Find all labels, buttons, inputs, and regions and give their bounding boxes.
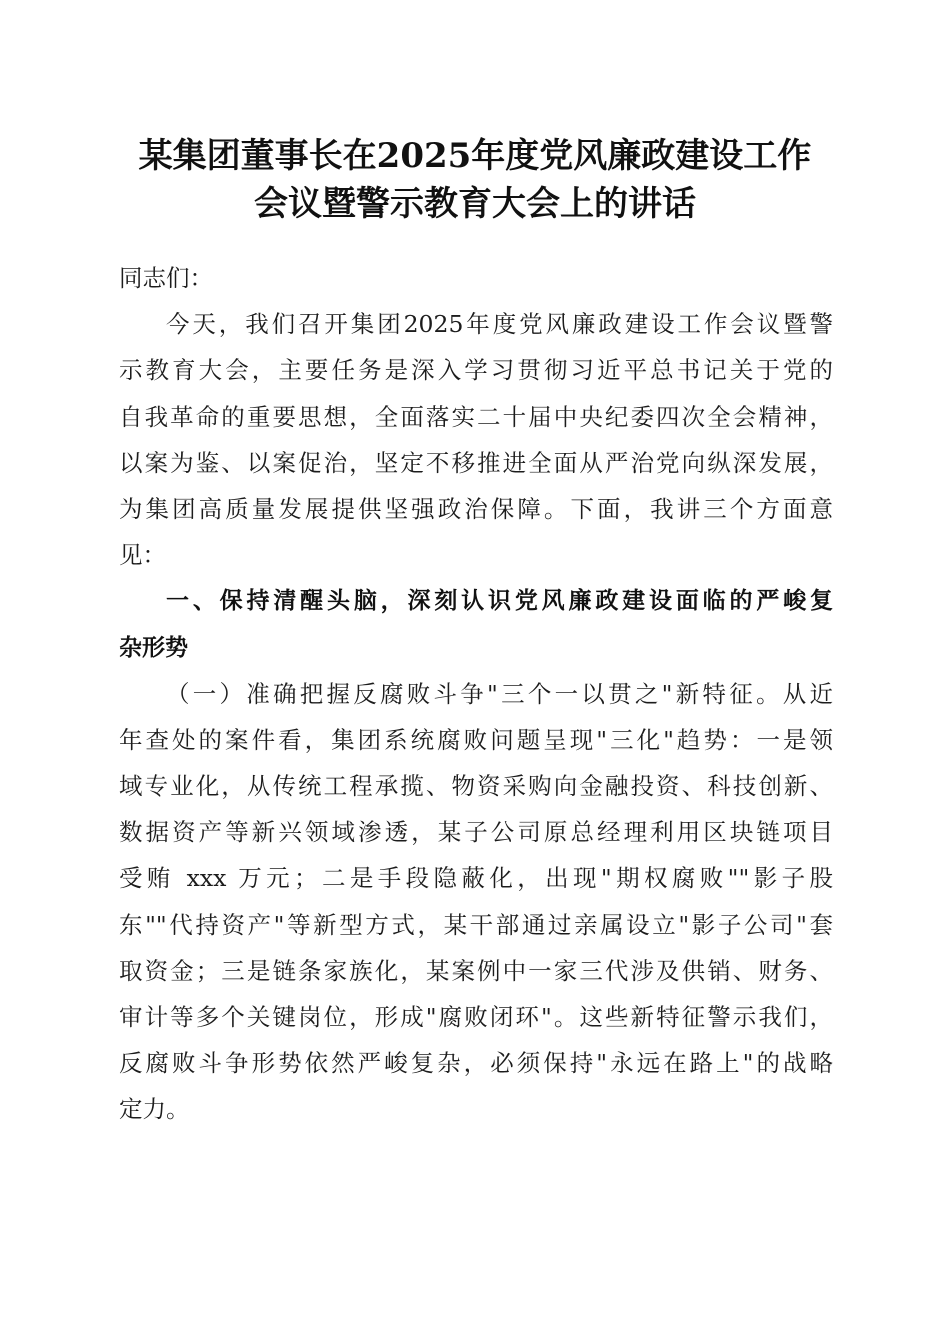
paragraph-line: 域专业化，从传统工程承揽、物资采购向金融投资、科技创新、 bbox=[119, 772, 833, 801]
document-title bbox=[90, 132, 860, 228]
title-line-2: 会议暨警示教育大会上的讲话 bbox=[254, 184, 696, 224]
intro-line: 为集团高质量发展提供坚强政治保障。下面，我讲三个方面意 bbox=[119, 494, 833, 523]
paragraph-line: 取资金；三是链条家族化，某案例中一家三代涉及供销、财务、 bbox=[119, 956, 833, 985]
paragraph-line: 定力。 bbox=[119, 1095, 190, 1124]
paragraph-line: 数据资产等新兴领域渗透，某子公司原总经理利用区块链项目 bbox=[119, 818, 833, 847]
section-heading-line: 一、保持清醒头脑，深刻认识党风廉政建设面临的严峻复 bbox=[166, 588, 833, 615]
subsection-paragraph-1 bbox=[119, 671, 833, 1133]
paragraph-line: 反腐败斗争形势依然严峻复杂，必须保持"永远在路上"的战略 bbox=[119, 1049, 833, 1078]
intro-line: 见： bbox=[119, 541, 166, 570]
intro-line: 自我革命的重要思想，全面落实二十届中央纪委四次全会精神， bbox=[119, 402, 833, 431]
section-heading-line: 杂形势 bbox=[119, 634, 188, 661]
paragraph-line: 东""代持资产"等新型方式，某干部通过亲属设立"影子公司"套 bbox=[119, 910, 833, 939]
section-heading-1 bbox=[119, 578, 833, 670]
paragraph-line: 年查处的案件看，集团系统腐败问题呈现"三化"趋势：一是领 bbox=[119, 725, 833, 754]
salutation: 同志们： bbox=[119, 264, 213, 292]
document-body bbox=[119, 255, 833, 1133]
paragraph-line: 受贿 xxx 万元；二是手段隐蔽化，出现"期权腐败""影子股 bbox=[119, 864, 833, 893]
intro-paragraph bbox=[119, 301, 833, 578]
intro-line: 今天，我们召开集团2025年度党风廉政建设工作会议暨警 bbox=[166, 310, 833, 339]
intro-line: 示教育大会，主要任务是深入学习贯彻习近平总书记关于党的 bbox=[119, 356, 833, 385]
title-line-1: 某集团董事长在2025年度党风廉政建设工作 bbox=[138, 136, 812, 176]
intro-line: 以案为鉴、以案促治，坚定不移推进全面从严治党向纵深发展， bbox=[119, 448, 833, 477]
paragraph-line: （一）准确把握反腐败斗争"三个一以贯之"新特征。从近 bbox=[166, 679, 833, 708]
paragraph-line: 审计等多个关键岗位，形成"腐败闭环"。这些新特征警示我们， bbox=[119, 1003, 833, 1031]
